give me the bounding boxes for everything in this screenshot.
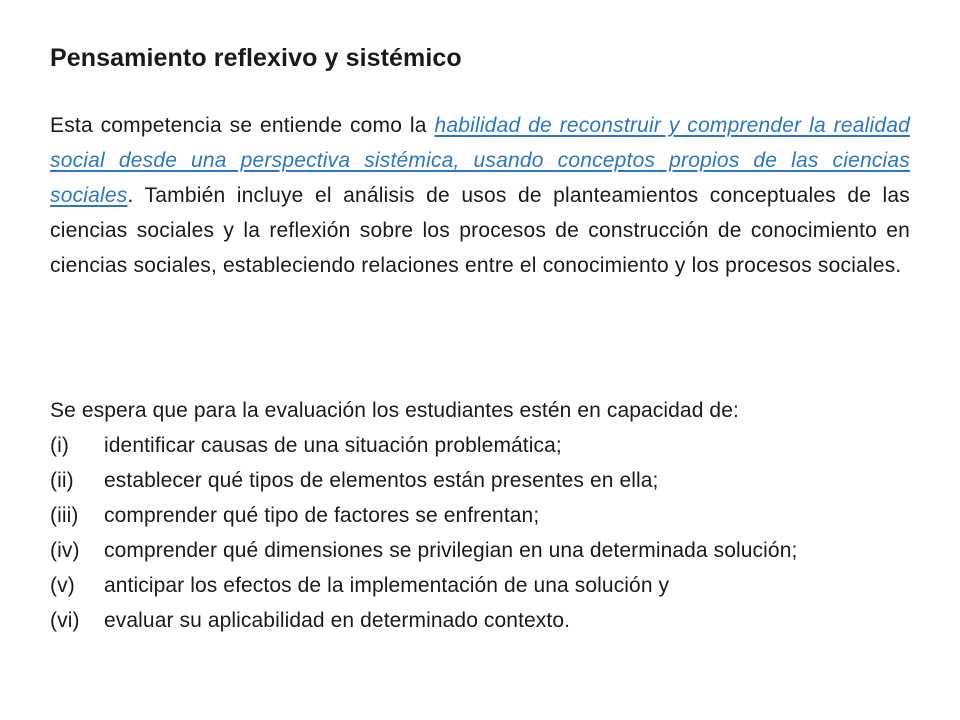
list-item bbox=[50, 498, 910, 533]
list-item-text: comprender qué dimensiones se privilegian en una determinada solución; bbox=[104, 539, 798, 562]
list-item-number: (vi) bbox=[50, 609, 80, 632]
definition-link[interactable]: habilidad de reconstruir y comprender la realidad social desde una perspectiva sistémica, usando conceptos propios de las ciencias sociales bbox=[50, 114, 910, 207]
paragraph-text-after: . También incluye el análisis de usos de planteamientos conceptuales de las ciencias sociales y la reflexión sobre los procesos de construcción de conocimiento en ciencias sociales, estableciendo relaciones entre el conocimiento y los procesos sociales. bbox=[50, 184, 910, 277]
list-item bbox=[50, 603, 910, 638]
list-item-number: (iv) bbox=[50, 539, 80, 562]
slide bbox=[50, 0, 910, 720]
list-item-text: evaluar su aplicabilidad en determinado contexto. bbox=[104, 609, 571, 632]
list-item bbox=[50, 428, 910, 463]
list-item-number: (i) bbox=[50, 434, 69, 457]
list-item bbox=[50, 533, 910, 568]
list-item-text: anticipar los efectos de la implementación de una solución y bbox=[104, 574, 670, 597]
paragraph-text-before: Esta competencia se entiende como la bbox=[50, 114, 435, 137]
page-title: Pensamiento reflexivo y sistémico bbox=[50, 44, 462, 72]
list-item-text: establecer qué tipos de elementos están presentes en ella; bbox=[104, 469, 659, 492]
list-item-number: (iii) bbox=[50, 504, 79, 527]
list-item-number: (ii) bbox=[50, 469, 74, 492]
capacity-list bbox=[50, 428, 910, 638]
list-item-text: identificar causas de una situación problemática; bbox=[104, 434, 562, 457]
definition-paragraph bbox=[50, 108, 910, 283]
list-item-text: comprender qué tipo de factores se enfrentan; bbox=[104, 504, 540, 527]
list-intro: Se espera que para la evaluación los estudiantes estén en capacidad de: bbox=[50, 399, 739, 422]
list-item-number: (v) bbox=[50, 574, 75, 597]
list-item bbox=[50, 568, 910, 603]
list-item bbox=[50, 463, 910, 498]
